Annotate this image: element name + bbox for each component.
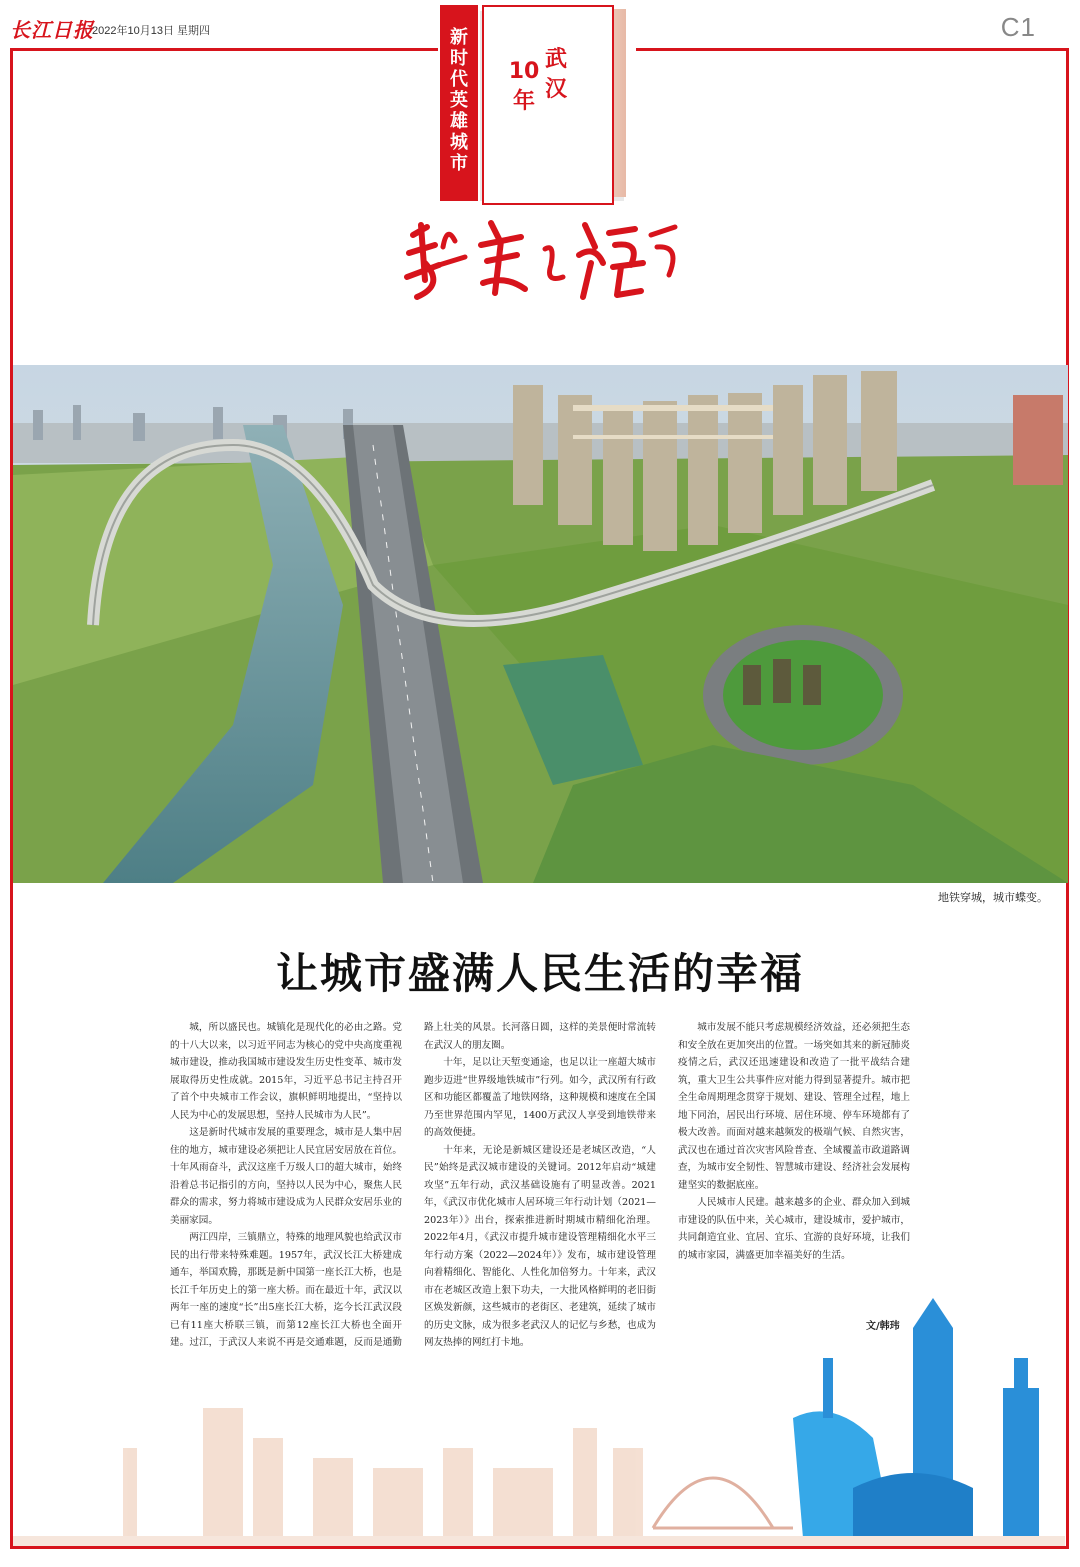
article-byline: 文/韩玮 xyxy=(866,1321,900,1332)
book-cover xyxy=(482,5,614,205)
issue-date: 2022年10月13日 星期四 xyxy=(92,25,210,37)
article-paragraph: 城市发展不能只考虑规模经济效益，还必须把生态和安全放在更加突出的位置。一场突如其来的新冠肺炎疫情之后，武汉还迅速建设和改造了一批平战结合建筑，重大卫生公共事件应对能力得到显著提升。城市把全生命周期理念贯穿于规划、建设、管理全过程，地上地下同治，居民出行环境、居住环境、停车环境都有了极大改善。而面对越来越频发的极端气候、自然灾害，武汉也在通过首次灾害风险普查、全域覆盖市政道路调查，为城市安全韧性、智慧城市建设、经济社会发展构建坚实的数据底座。 xyxy=(678,1022,910,1191)
frame-top-left xyxy=(10,48,438,51)
article-paragraph: 这是新时代城市发展的重要理念，城市是人集中居住的地方，城市建设必须把让人民宜居安居放在首位。十年风雨奋斗，武汉这座千万级人口的超大城市，始终沿着总书记指引的方向，坚持以人民为中心，聚焦人民群众的需求，努力将城市建设成为人民群众安居乐业的美丽家园。 xyxy=(170,1127,402,1226)
photo-caption: 地铁穿城，城市蝶变。 xyxy=(938,892,1048,904)
aerial-city-photo xyxy=(13,365,1068,883)
article-paragraph: 人民城市人民建。越来越多的企业、群众加入到城市建设的队伍中来，关心城市，建设城市，爱护城市，共同創造宜业、宜居、宜乐、宜游的良好环境，让我们的城市家园，满盛更加幸福美好的生活。 xyxy=(678,1197,910,1261)
city-skyline-illustration xyxy=(13,1298,1065,1546)
article-headline: 让城市盛满人民生活的幸福 xyxy=(275,949,804,998)
cover-line1: 武汉 xyxy=(544,47,567,102)
section-title-calligraphy xyxy=(395,205,695,305)
frame-top-right xyxy=(636,48,1066,51)
article-paragraph: 城，所以盛民也。城镇化是现代化的必由之路。党的十八大以来，以习近平同志为核心的党中央高度重视城市建设，推动我国城市建设发生历史性变革、城市发展取得历史性成就。2015年，习近平总书记主持召开了首个中央城市工作会议，旗帜鲜明地提出，“坚持以人民为中心的发展思想，坚持人民城市为人民”。 xyxy=(170,1022,402,1121)
section-title-text: 新生之路 xyxy=(395,205,399,206)
article-paragraph: 十年，足以让天堑变通途，也足以让一座超大城市跑步迈进“世界级地铁城市”行列。如今，武汉所有行政区和功能区都覆盖了地铁网络，这种规模和速度在全国乃至世界范围内罕见，1400万武汉人享受到地铁带来的高效便捷。 xyxy=(424,1057,656,1138)
article-paragraph: 两江四岸，三镇鼎立，特殊的地理风貌也给武汉市民的出行带来特殊难题。1957年，武汉长江大桥建成通车，举国欢腾，那既是新中国第一座长江大桥，也是长江千年历史上的第一座大桥。而在最近十年，武汉以两年一座的速度“长”出5座长江大桥，迄今长江武汉段已有11座大桥联三镇，而第12座长江大桥也全面开建。过江，于武汉人来说不再是交通难题，反而是通勤路上壮美的风景。长河落日圆，这样的美景便时常流转在武汉人的朋友圈。 xyxy=(170,1022,656,1348)
book-spine xyxy=(440,5,478,201)
page-number: C1 xyxy=(1000,12,1036,42)
newspaper-logo: 长江日报 xyxy=(10,18,94,42)
series-badge xyxy=(440,5,630,201)
article-paragraph: 十年来，无论是新城区建设还是老城区改造，“人民”始终是武汉城市建设的关键词。2012年启动“城建攻坚”五年行动，武汉基础设施有了明显改善。2021年，《武汉市优化城市人居环境三年行动计划（2021—2023年）》出台，探索推进新时期城市精细化治理。2022年4月，《武汉市提升城市建设管理精细化水平三年行动方案（2022—2024年）》发布，城市建设管理向着精细化、智能化、人性化加倍努力。十年来，武汉市在老城区改造上狠下功夫，一大批风格鲜明的老旧街区焕发新颜，这些城市的老街区、老建筑，延续了城市的历史文脉，成为很多老武汉人的记忆与乡愁，也成为网友热捧的网红打卡地。 xyxy=(424,1144,656,1348)
cover-line2: 10 年 xyxy=(508,59,540,114)
series-title: 新时代英雄城市 xyxy=(450,27,468,174)
